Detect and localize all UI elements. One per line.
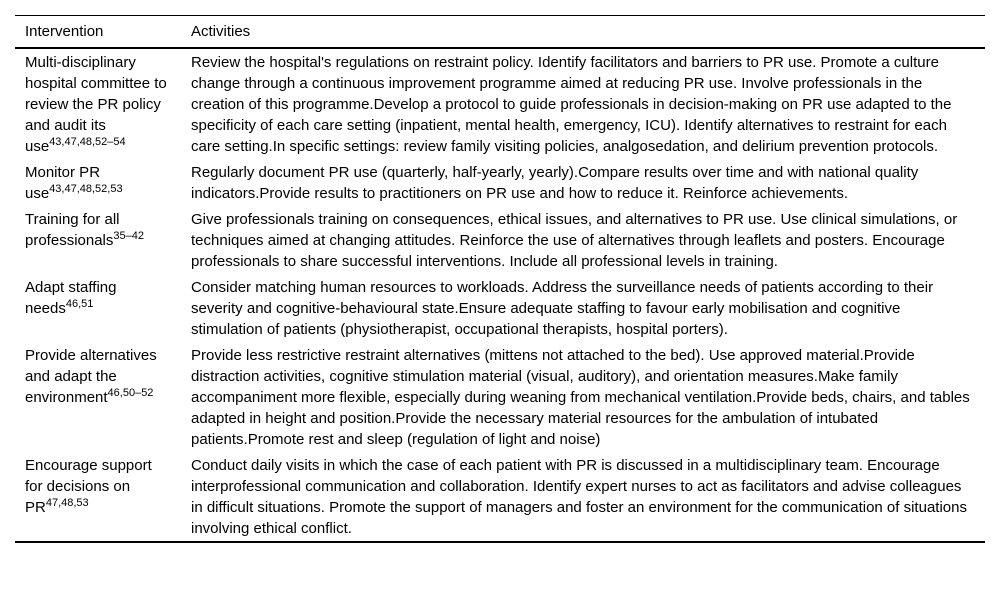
- intervention-cell: [15, 274, 181, 342]
- table-body: [15, 48, 985, 542]
- reference-numbers: 47,48,53: [45, 497, 89, 509]
- activities-cell: Give professionals training on consequences, ethical issues, and alternatives to PR use. Use clinical simulations, or techniques aimed at changing attitudes. Reinforce the use of alternatives through leaflets and posters. Encourage professionals to share successful interventions. Include all professional levels in training.: [191, 211, 958, 270]
- table-row: [15, 206, 985, 274]
- reference-numbers: 43,47,48,52–54: [49, 136, 126, 148]
- activities-cell: Provide less restrictive restraint alternatives (mittens not attached to the bed). Use approved material.Provide distraction activities, cognitive stimulation material (visual, auditory), and orientation measures.Make family accompaniment more flexible, especially during weaning from mechanical ventilation.Provide beds, chairs, and tables adapted in height and position.Provide the necessary material resources for the ambulation of intubated patients.Promote rest and sleep (regulation of light and noise): [191, 347, 970, 448]
- intervention-text: Adapt staffing needs: [25, 279, 117, 317]
- header-intervention: Intervention: [25, 23, 104, 40]
- header-activities: Activities: [191, 23, 251, 40]
- intervention-cell: [15, 452, 181, 542]
- table-row: [15, 48, 985, 159]
- reference-numbers: 46,50–52: [107, 387, 154, 399]
- intervention-text: Training for all professionals: [25, 211, 120, 249]
- table-row: [15, 274, 985, 342]
- reference-numbers: 35–42: [113, 230, 144, 242]
- activities-cell: Consider matching human resources to workloads. Address the surveillance needs of patients according to their severity and cognitive-behavioural state.Ensure adequate staffing to favour early mobilisation and cognitive stimulation of patients (physiotherapist, occupational therapists, hospital porters).: [191, 279, 934, 338]
- reference-numbers: 43,47,48,52,53: [49, 183, 123, 195]
- intervention-text: Provide alternatives and adapt the environment: [25, 347, 157, 406]
- intervention-cell: [15, 48, 181, 159]
- intervention-cell: [15, 206, 181, 274]
- intervention-cell: [15, 342, 181, 452]
- activities-cell: Regularly document PR use (quarterly, half-yearly, yearly).Compare results over time and with national quality indicators.Provide results to practitioners on PR use and how to reduce it. Reinforce achievements.: [191, 164, 919, 202]
- intervention-cell: [15, 159, 181, 206]
- header-row: [15, 16, 985, 49]
- table-header: [15, 16, 985, 49]
- reference-numbers: 46,51: [65, 298, 94, 310]
- intervention-text: Multi-disciplinary hospital committee to review the PR policy and audit its use: [25, 54, 167, 155]
- activities-cell: Conduct daily visits in which the case of each patient with PR is discussed in a multidisciplinary team. Encourage interprofessional communication and collaboration. Identify expert nurses to act as facilitators and advise colleagues in difficult situations. Promote the support of managers and foster an environment for the communication of situations involving ethical conflict.: [191, 457, 967, 537]
- intervention-text: Encourage support for decisions on PR: [25, 457, 152, 516]
- table-row: [15, 342, 985, 452]
- activities-cell: Review the hospital's regulations on restraint policy. Identify facilitators and barriers to PR use. Promote a culture change through a continuous improvement programme aimed at reducing PR use. Involve professionals in the creation of this programme.Develop a protocol to guide professionals in decision-making on PR use adapted to the specificity of each care setting (inpatient, mental health, emergency, ICU). Identify alternatives to restraint for each care setting.In specific settings: review family visiting policies, analgosedation, and delirium prevention protocols.: [191, 54, 952, 155]
- interventions-table: [15, 15, 985, 543]
- table-row: [15, 452, 985, 542]
- table-row: [15, 159, 985, 206]
- intervention-text: Monitor PR use: [25, 164, 101, 202]
